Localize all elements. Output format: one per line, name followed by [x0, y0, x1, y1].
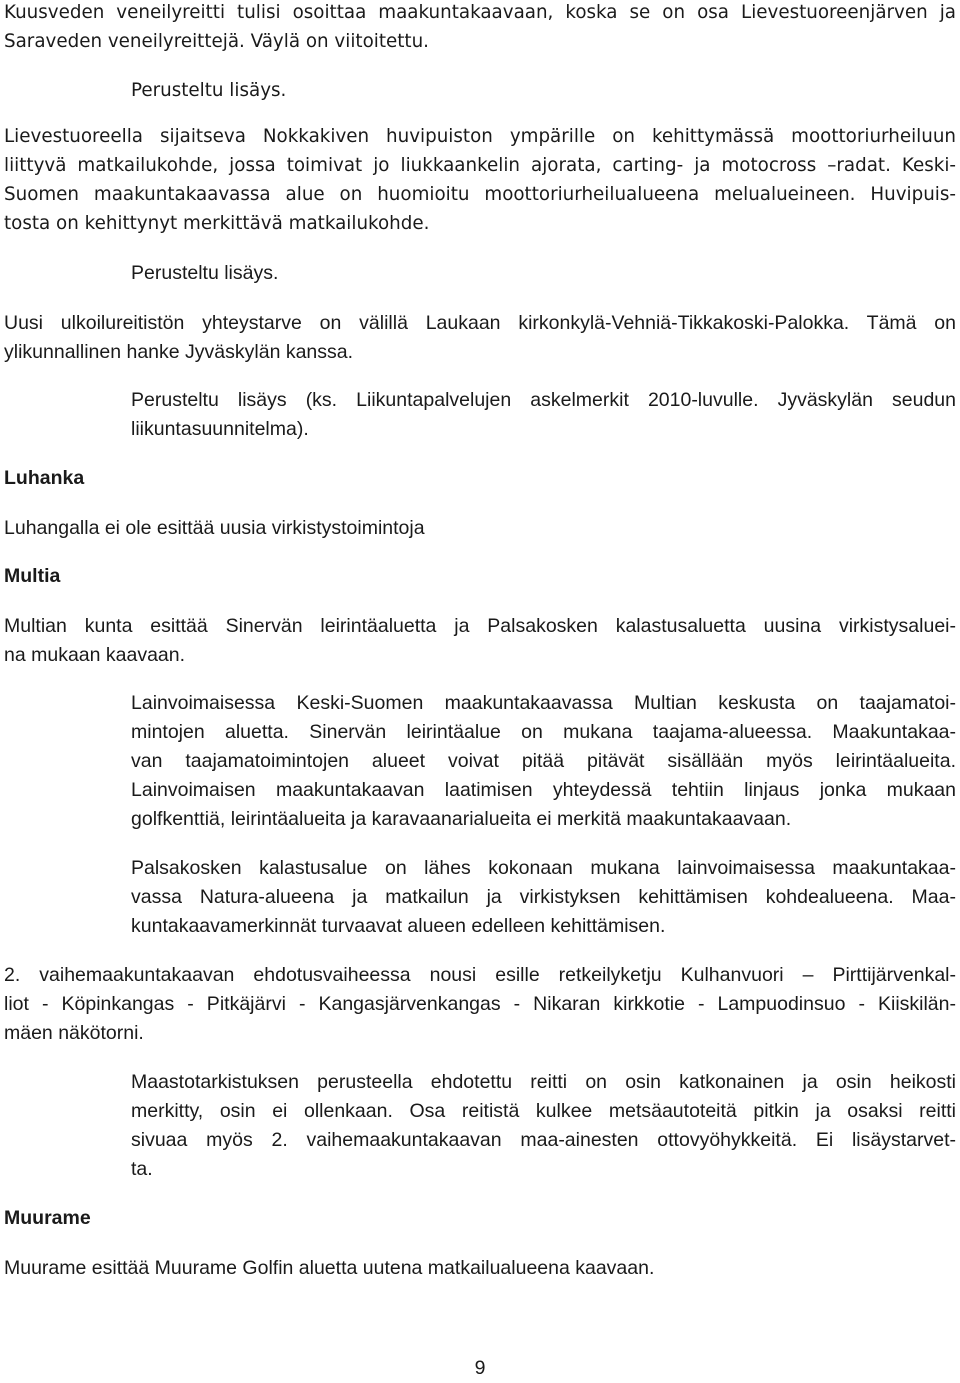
text-line: golfkenttiä, leirintäalueita ja karavaanarialueita ei merkitä maakuntakaavaan.	[131, 808, 792, 830]
paragraph-retkeilyketju	[4, 961, 956, 1048]
text-line: vassa Natura-alueena ja matkailun ja virkistyksen kehittämisen kohdealueena. Maa-	[131, 886, 956, 908]
paragraph-nokkakivi	[4, 122, 956, 238]
paragraph-kuusvesi	[4, 0, 956, 56]
text-line: liikuntasuunnitelma).	[131, 418, 309, 440]
text-line: Luhangalla ei ole esittää uusia virkistystoimintoja	[4, 517, 425, 539]
text-line: Uusi ulkoilureitistön yhteystarve on välillä Laukaan kirkonkylä-Vehniä-Tikkakoski-Palokka. Tämä on	[4, 312, 956, 334]
text-line: Maastotarkistuksen perusteella ehdotettu reitti on osin katkonainen ja osin heikosti	[131, 1071, 956, 1093]
text-line: Perusteltu lisäys (ks. Liikuntapalvelujen askelmerkit 2010-luvulle. Jyväskylän seudun	[131, 389, 956, 411]
text-line: van taajamatoimintojen alueet voivat pitää pitävät sisällään myös leirintäalueita.	[131, 750, 956, 772]
response-kuusvesi	[131, 76, 956, 105]
text-line: ylikunnallinen hanke Jyväskylän kanssa.	[4, 341, 354, 363]
text-line: Lievestuoreella sijaitseva Nokkakiven huvipuiston ympärille on kehittymässä moottoriurheiluun	[4, 126, 956, 147]
text-line: Palsakosken kalastusalue on lähes kokonaan mukana lainvoimaisessa maakuntakaa-	[131, 857, 956, 879]
response-multia-sinerva	[131, 689, 956, 834]
text-line: Multian kunta esittää Sinervän leirintäaluetta ja Palsakosken kalastusaluetta uusina virkistysaluei-	[4, 615, 956, 637]
text-line: Lainvoimaisen maakuntakaavan laatimisen yhteydessä tehtiin linjaus jonka mukaan	[131, 779, 956, 801]
text-line: Kuusveden veneilyreitti tulisi osoittaa maakuntakaavaan, koska se on osa Lievestuoreenjärven ja	[4, 2, 956, 23]
text-line: mäen näkötorni.	[4, 1022, 144, 1044]
paragraph-multia	[4, 612, 956, 670]
text-line: mintojen aluetta. Sinervän leirintäalue on mukana taajama-alueessa. Maakuntakaa-	[131, 721, 956, 743]
text-line: Saraveden veneilyreittejä. Väylä on viitoitettu.	[4, 31, 429, 52]
text-line: Perusteltu lisäys.	[131, 262, 279, 284]
text-line: sivuaa myös 2. vaihemaakuntakaavan maa-ainesten ottovyöhykkeitä. Ei lisäystarvet-	[131, 1129, 956, 1151]
text-line: merkitty, osin ei ollenkaan. Osa reitistä kulkee metsäautoteitä pitkin ja osaksi reitti	[131, 1100, 956, 1122]
paragraph-muurame	[4, 1254, 956, 1283]
response-multia-palsakoski	[131, 854, 956, 941]
response-ulkoilureitisto	[131, 386, 956, 444]
paragraph-luhanka	[4, 514, 956, 543]
text-line: Muurame esittää Muurame Golfin aluetta uutena matkailualueena kaavaan.	[4, 1257, 655, 1279]
response-retkeilyketju	[131, 1068, 956, 1184]
section-heading-multia: Multia	[4, 565, 61, 587]
text-line: kuntakaavamerkinnät turvaavat alueen edelleen kehittämisen.	[131, 915, 666, 937]
section-heading-luhanka: Luhanka	[4, 467, 85, 489]
text-line: na mukaan kaavaan.	[4, 644, 186, 666]
text-line: Perusteltu lisäys.	[131, 80, 287, 101]
response-nokkakivi	[131, 259, 956, 288]
text-line: Suomen maakuntakaavassa alue on huomioitu moottoriurheilualueena melualueineen. Huvipuis-	[4, 184, 956, 205]
page-number: 9	[474, 1357, 486, 1379]
text-line: ta.	[131, 1158, 153, 1180]
text-line: Lainvoimaisessa Keski-Suomen maakuntakaavassa Multian keskusta on taajamatoi-	[131, 692, 956, 714]
text-line: 2. vaihemaakuntakaavan ehdotusvaiheessa nousi esille retkeilyketju Kulhanvuori – Pirttijärvenkal-	[4, 964, 956, 986]
text-line: liot - Köpinkangas - Pitkäjärvi - Kangasjärvenkangas - Nikaran kirkkotie - Lampuodinsuo - Kiiskilän-	[4, 993, 956, 1015]
paragraph-ulkoilureitisto	[4, 309, 956, 367]
section-heading-muurame: Muurame	[4, 1207, 91, 1229]
text-line: tosta on kehittynyt merkittävä matkailukohde.	[4, 213, 430, 234]
text-line: liittyvä matkailukohde, jossa toimivat jo liukkaankelin ajorata, carting- ja motocross –radat. Keski-	[4, 155, 956, 176]
